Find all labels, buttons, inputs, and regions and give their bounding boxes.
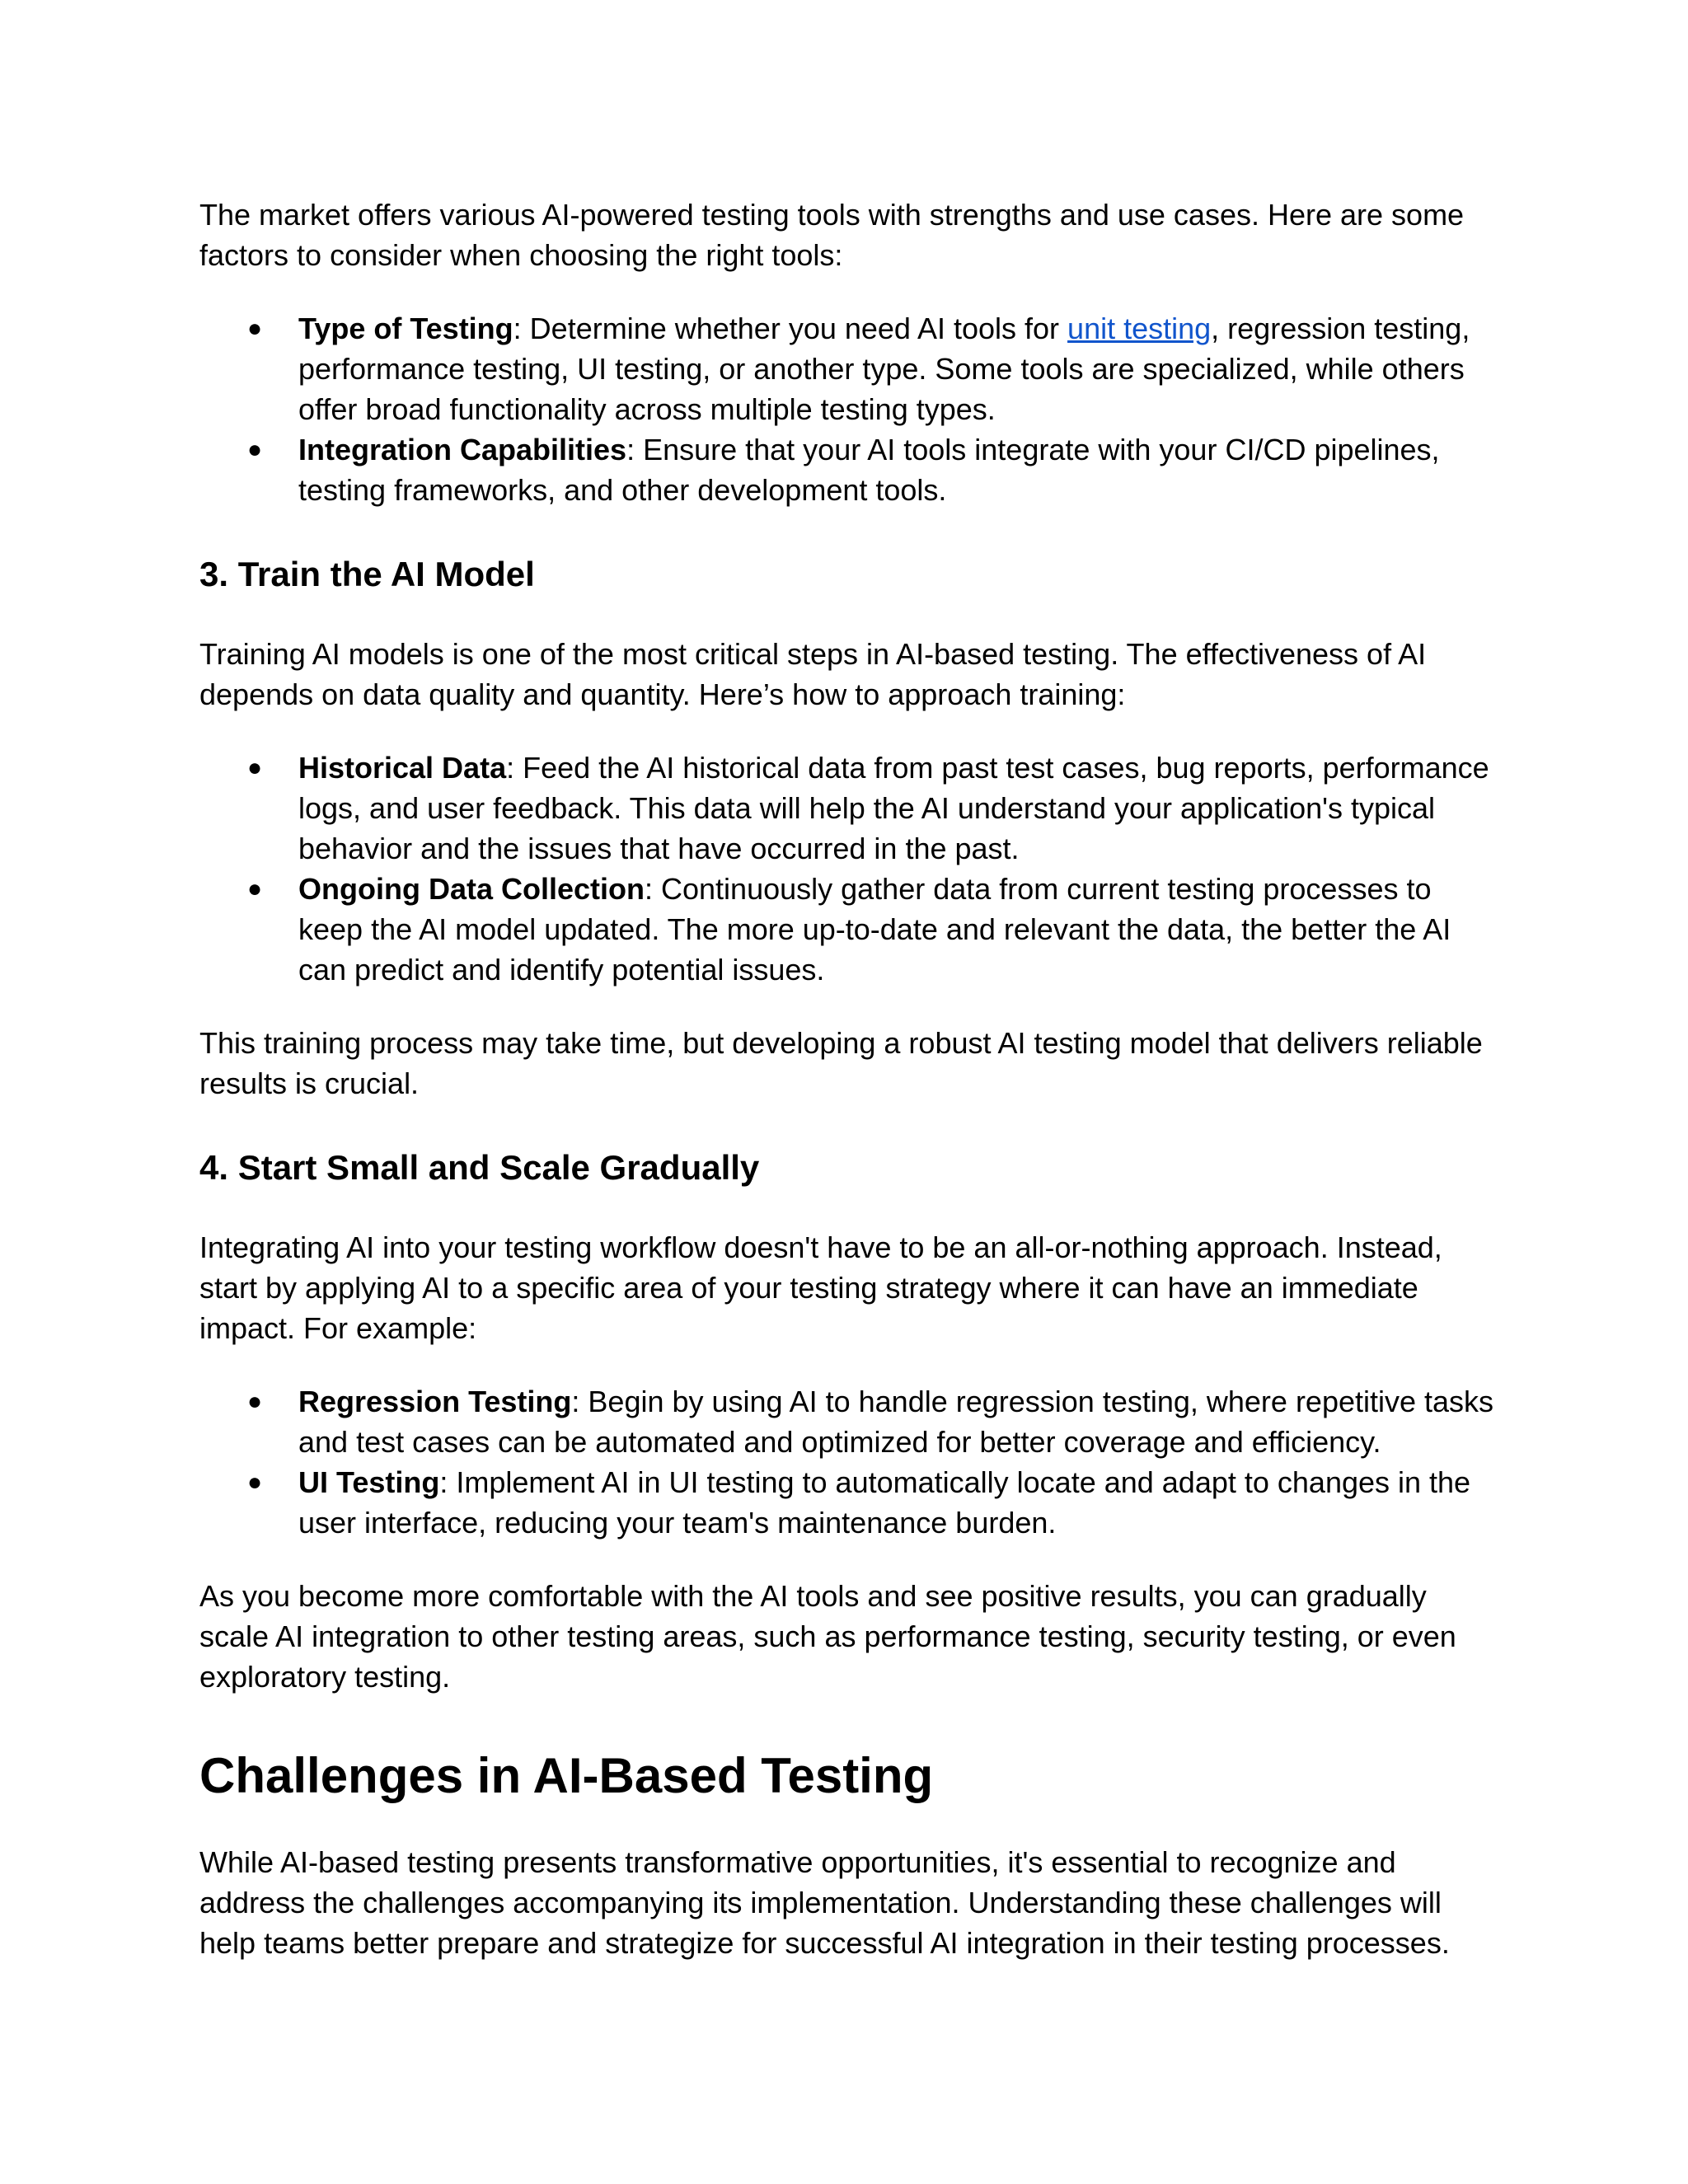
section-3-intro: Training AI models is one of the most critical steps in AI-based testing. The effectiveness of AI depends on data quality and quantity. Here’s how to approach training: [199, 637, 1427, 711]
list-item-term: Type of Testing [298, 312, 513, 345]
list-item-text: : Feed the AI historical data from past test cases, bug reports, performance logs, and user feedback. This data will help the AI understand your application's typical behavior and the issues that have occurred in the past. [298, 751, 1489, 865]
training-list [199, 748, 1502, 990]
bullet-icon: ● [247, 436, 263, 463]
list-item-term: Integration Capabilities [298, 433, 627, 466]
list-item-text: : Ensure that your AI tools integrate with your CI/CD pipelines, testing frameworks, and other development tools. [298, 433, 1440, 507]
list-item-term: Ongoing Data Collection [298, 872, 645, 906]
list-item-text: : Implement AI in UI testing to automatically locate and adapt to changes in the user interface, reducing your team's maintenance burden. [298, 1465, 1471, 1540]
list-item [199, 748, 1502, 869]
tools-factors-list [199, 308, 1502, 510]
list-item-text: : Continuously gather data from current testing processes to keep the AI model updated. The more up-to-date and relevant the data, the better the AI can predict and identify potential issues. [298, 872, 1451, 987]
challenges-paragraph: While AI-based testing presents transformative opportunities, it's essential to recognize and address the challenges accompanying its implementation. Understanding these challenges will help teams better prepare and strategize for successful AI integration in their testing processes. [199, 1845, 1450, 1960]
section-3-heading: 3. Train the AI Model [199, 555, 535, 593]
list-item-text: , regression testing, performance testing, UI testing, or another type. Some tools are specialized, while others offer broad functionality across multiple testing types. [298, 312, 1470, 426]
list-item [199, 869, 1502, 990]
bullet-icon: ● [247, 1388, 263, 1415]
unit-testing-link[interactable]: unit testing [1067, 312, 1212, 345]
section-3-outro: This training process may take time, but developing a robust AI testing model that delivers reliable results is crucial. [199, 1026, 1483, 1100]
scaling-list [199, 1381, 1502, 1543]
list-item-text: : Begin by using AI to handle regression testing, where repetitive tasks and test cases can be automated and optimized for better coverage and efficiency. [298, 1385, 1494, 1459]
list-item-term: Regression Testing [298, 1385, 572, 1418]
list-item-term: UI Testing [298, 1465, 440, 1499]
section-4-heading: 4. Start Small and Scale Gradually [199, 1148, 760, 1187]
list-item [199, 308, 1502, 429]
list-item [199, 1462, 1502, 1543]
bullet-icon: ● [247, 315, 263, 342]
document-page [199, 194, 1502, 1963]
section-4-outro: As you become more comfortable with the AI tools and see positive results, you can gradually scale AI integration to other testing areas, such as performance testing, security testing, or even exploratory testing. [199, 1579, 1456, 1694]
bullet-icon: ● [247, 1469, 263, 1496]
bullet-icon: ● [247, 875, 263, 902]
bullet-icon: ● [247, 754, 263, 781]
intro-paragraph: The market offers various AI-powered testing tools with strengths and use cases. Here are some factors to consider when choosing the right tools: [199, 198, 1465, 272]
challenges-heading: Challenges in AI-Based Testing [199, 1748, 934, 1803]
list-item-text: : Determine whether you need AI tools for [513, 312, 1068, 345]
list-item-term: Historical Data [298, 751, 507, 785]
list-item [199, 1381, 1502, 1462]
section-4-intro: Integrating AI into your testing workflow doesn't have to be an all-or-nothing approach. Instead, start by applying AI to a specific area of your testing strategy where it can have an immediate impact. For example: [199, 1230, 1442, 1345]
list-item [199, 429, 1502, 510]
